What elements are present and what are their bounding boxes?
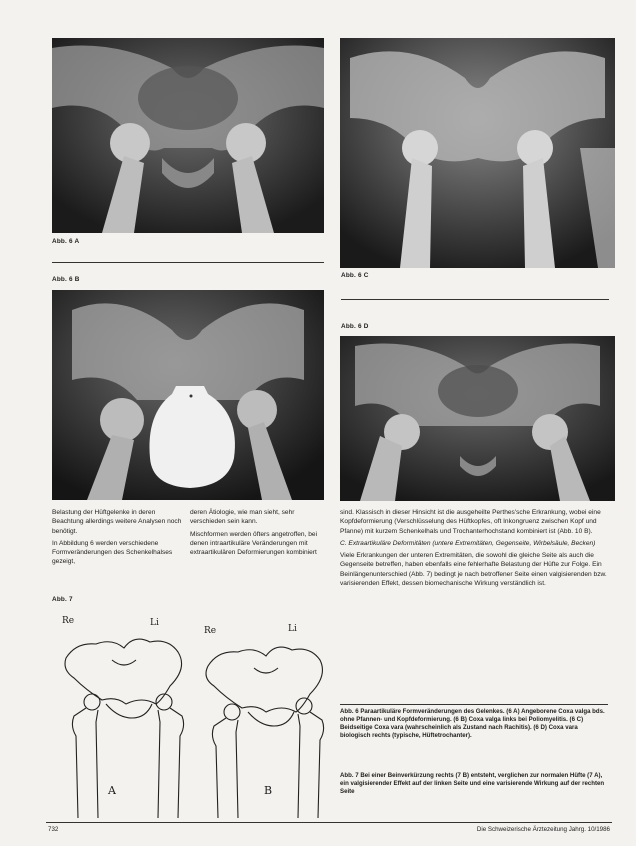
text-column-1: [52, 508, 184, 570]
paragraph: Belastung der Hüftgelenke in deren Beachtung allerdings weitere Analysen noch benötigt.: [52, 509, 182, 535]
xray-figure-6d: [340, 336, 615, 501]
paragraph: Viele Erkrankungen der unteren Extremitäten, die sowohl die gleiche Seite als auch die Gegenseite betreffen, haben ebenfalls eine fehlerhafte Belastung der Hüfte zur Folge. Ein Beinlängenunterschied (Abb. 7) bedingt je nach betroffener Seite einen valgisierenden bzw. varisierenden Effekt, dessen biomechanische Wirkung verständlich ist.: [340, 552, 607, 588]
figure-6c-label: Abb. 6 C: [341, 272, 369, 279]
paragraph: In Abbildung 6 werden verschiedene Formveränderungen des Schenkelhalses gezeigt,: [52, 539, 173, 566]
page-number: 732: [48, 826, 59, 833]
figure-6d-label: Abb. 6 D: [341, 323, 369, 330]
label-right-b: Re: [204, 626, 217, 636]
paragraph: sind. Klassisch in dieser Hinsicht ist die ausgeheilte Perthes'sche Erkrankung, wobei eine Kopfdeformierung (Verschlüsselung des Hüftkopfes, oft Inkongruenz zwischen Kopf und Pfanne) mit kurzem Schenkelhals und Trochanterhochstand kombiniert ist (Abb. 10 B).: [340, 509, 601, 535]
xray-figure-6c: [340, 38, 615, 268]
divider: [341, 299, 609, 300]
section-heading: C. Extraartikuläre Deformitäten (untere Extremitäten, Gegenseite, Wirbelsäule, Becken): [340, 539, 596, 547]
figure-6a-label: Abb. 6 A: [52, 238, 80, 245]
paragraph: deren Ätiologie, wie man sieht, sehr verschieden sein kann.: [190, 509, 295, 526]
xray-figure-6b: [52, 290, 324, 500]
figure-6-caption: Abb. 6 Paraartikuläre Formveränderungen des Gelenkes. (6 A) Angeborene Coxa valga bds. ohne Pfannen- und Kopfdeformierung. (6 B) Coxa valga links bei Poliomyelitis. (6 C) Beidseitige Coxa vara (wahrscheinlich als Zustand nach Rachitis). (6 D) Coxa vara biologisch rechts (typische, Hüftetrochanter).: [340, 708, 605, 739]
label-left-a: Li: [150, 618, 159, 628]
figure-6b-label: Abb. 6 B: [52, 276, 80, 283]
label-right-a: Re: [62, 616, 75, 626]
footer-rule: [46, 822, 612, 823]
label-letter-a: A: [108, 784, 116, 797]
text-column-3: [340, 508, 608, 591]
figure-7-drawing: [52, 608, 332, 818]
label-letter-b: B: [264, 784, 273, 797]
figure-7-label: Abb. 7: [52, 596, 73, 603]
journal-footer: Die Schweizerische Ärztezeitung Jahrg. 10/1986: [476, 826, 610, 833]
figure-7-caption: Abb. 7 Bei einer Beinverkürzung rechts (7 B) entsteht, verglichen zur normalen Hüfte (7 A), ein valgisierender Effekt auf der linken Seite und eine varisierende Wirkung auf der rechten Seite: [340, 772, 605, 795]
divider: [340, 704, 608, 705]
paragraph: Mischformen werden öfters angetroffen, bei denen intraartikuläre Veränderungen mit extraartikulären Deformierungen kombiniert: [190, 530, 318, 557]
xray-figure-6a: [52, 38, 324, 233]
label-left-b: Li: [288, 624, 297, 634]
text-column-2: [190, 508, 324, 560]
divider: [52, 262, 324, 263]
